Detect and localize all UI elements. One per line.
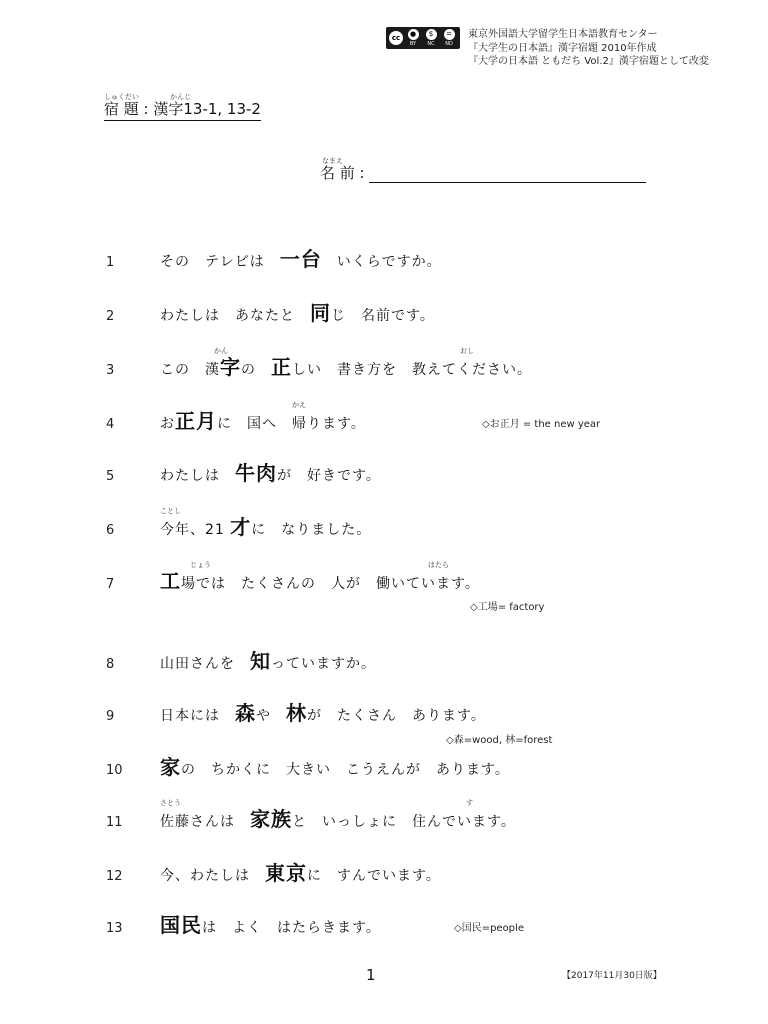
target-kanji: 知 bbox=[250, 649, 271, 673]
edition-date: 【2017年11月30日版】 bbox=[562, 971, 662, 981]
target-kanji: 正月 bbox=[175, 409, 217, 433]
header-credit bbox=[468, 28, 764, 69]
question-9 bbox=[0, 690, 768, 730]
question-8 bbox=[0, 638, 768, 678]
sentence-part: が 好きです。 bbox=[277, 468, 381, 484]
page-number: 1 bbox=[366, 966, 376, 984]
question-sentence bbox=[160, 457, 381, 486]
question-number: 6 bbox=[106, 523, 115, 538]
furigana: さとう bbox=[160, 799, 181, 807]
target-kanji: 才 bbox=[230, 515, 252, 539]
target-kanji: 一台 bbox=[279, 247, 322, 271]
question-number: 3 bbox=[106, 363, 115, 378]
question-10 bbox=[0, 744, 768, 784]
name-label: 名 前 : bbox=[320, 164, 365, 182]
noderivatives-icon: = bbox=[444, 29, 455, 40]
name-ruby: なまえ bbox=[322, 157, 343, 165]
sentence-part: わたしは bbox=[160, 468, 235, 484]
noncommercial-icon: $ bbox=[426, 29, 437, 40]
sentence-part: 日本には bbox=[160, 708, 235, 724]
question-number: 4 bbox=[106, 417, 115, 432]
vocab-note: ◇国民=people bbox=[454, 923, 524, 934]
furigana: かえ bbox=[292, 401, 306, 409]
furigana: おし bbox=[460, 347, 474, 355]
target-kanji: 東京 bbox=[265, 861, 307, 885]
question-sentence bbox=[160, 909, 381, 938]
cc-logo-icon: cc bbox=[389, 31, 403, 45]
furigana: はたら bbox=[428, 561, 449, 569]
name-field bbox=[320, 162, 646, 183]
sentence-part: その テレビは bbox=[160, 254, 280, 270]
question-number: 12 bbox=[106, 869, 123, 884]
question-4 bbox=[0, 398, 768, 438]
furigana: じょう bbox=[190, 561, 211, 569]
license-by-label: BY bbox=[409, 41, 417, 47]
target-kanji: 字 bbox=[220, 355, 241, 379]
question-sentence bbox=[160, 645, 376, 674]
sentence-part: の ちかくに 大きい こうえんが あります。 bbox=[181, 762, 510, 778]
question-number: 13 bbox=[106, 921, 123, 936]
sentence-part: に すんでいます。 bbox=[307, 868, 441, 884]
question-sentence bbox=[160, 803, 516, 832]
header-line-3: 『大学の日本語 ともだち Vol.2』漢字宿題として改変 bbox=[468, 56, 709, 67]
vocab-note: ◇森=wood, 林=forest bbox=[446, 735, 553, 746]
question-12 bbox=[0, 850, 768, 890]
target-kanji: 林 bbox=[286, 701, 307, 725]
furigana: す bbox=[466, 799, 473, 807]
question-sentence bbox=[160, 751, 510, 780]
license-nd-label: ND bbox=[445, 41, 453, 47]
question-sentence bbox=[160, 697, 486, 726]
question-13 bbox=[0, 902, 768, 942]
question-sentence bbox=[160, 565, 480, 594]
target-kanji: 家族 bbox=[250, 807, 292, 831]
question-sentence bbox=[160, 857, 441, 886]
vocab-note: ◇工場= factory bbox=[470, 602, 545, 613]
question-number: 10 bbox=[106, 763, 123, 778]
question-1 bbox=[0, 236, 768, 276]
target-kanji: 家 bbox=[160, 755, 181, 779]
target-kanji: 正 bbox=[271, 355, 292, 379]
furigana: ことし bbox=[160, 507, 181, 515]
sentence-part: 今年、21 bbox=[160, 522, 231, 538]
target-kanji: 国民 bbox=[160, 913, 202, 937]
sentence-part: に 国へ 帰ります。 bbox=[217, 416, 366, 432]
sentence-part: が たくさん あります。 bbox=[307, 708, 486, 724]
sentence-part: は よく はたらきます。 bbox=[202, 920, 381, 936]
sentence-part: 場では たくさんの 人が 働いています。 bbox=[181, 576, 480, 592]
sentence-part: の bbox=[241, 362, 271, 378]
question-number: 1 bbox=[106, 255, 115, 270]
question-sentence bbox=[160, 511, 371, 540]
cc-license-badge bbox=[386, 27, 460, 49]
question-sentence bbox=[160, 297, 435, 326]
sentence-part: じ 名前です。 bbox=[331, 308, 435, 324]
name-input-line[interactable] bbox=[369, 162, 646, 183]
header-line-1: 東京外国語大学留学生日本語教育センター bbox=[468, 29, 658, 40]
target-kanji: 森 bbox=[235, 701, 256, 725]
question-number: 9 bbox=[106, 709, 115, 724]
question-3 bbox=[0, 344, 768, 384]
question-5 bbox=[0, 450, 768, 490]
vocab-note: ◇お正月 = the new year bbox=[482, 419, 601, 430]
furigana: かん bbox=[214, 347, 228, 355]
sentence-part: や bbox=[256, 708, 286, 724]
sentence-part: わたしは あなたと bbox=[160, 308, 310, 324]
question-number: 2 bbox=[106, 309, 115, 324]
question-6 bbox=[0, 504, 768, 544]
question-sentence bbox=[160, 405, 366, 434]
sentence-part: しい 書き方を 教えてください。 bbox=[292, 362, 532, 378]
sentence-part: いくらですか。 bbox=[321, 254, 442, 270]
question-2 bbox=[0, 290, 768, 330]
sentence-part: に なりました。 bbox=[251, 522, 372, 538]
sentence-part: 山田さんを bbox=[160, 656, 250, 672]
attribution-icon: ● bbox=[408, 29, 419, 40]
sentence-part: っていますか。 bbox=[271, 656, 376, 672]
question-7 bbox=[0, 558, 768, 598]
title-ruby-kanji: かんじ bbox=[170, 93, 191, 101]
header-line-2: 『大学生の日本語』漢字宿題 2010年作成 bbox=[468, 42, 657, 54]
license-nc-label: NC bbox=[427, 41, 435, 47]
question-number: 7 bbox=[106, 577, 115, 592]
target-kanji: 牛肉 bbox=[235, 461, 277, 485]
sentence-part: 佐藤さんは bbox=[160, 814, 250, 830]
question-sentence bbox=[160, 243, 442, 272]
question-number: 5 bbox=[106, 469, 115, 484]
question-11 bbox=[0, 796, 768, 836]
title-ruby-shukudai: しゅくだい bbox=[104, 93, 139, 101]
question-sentence bbox=[160, 351, 532, 380]
question-number: 11 bbox=[106, 815, 123, 830]
target-kanji: 工 bbox=[160, 569, 181, 593]
target-kanji: 同 bbox=[310, 301, 331, 325]
sentence-part: 今、わたしは bbox=[160, 868, 265, 884]
sentence-part: お bbox=[160, 416, 175, 432]
page-title: 宿 題 : 漢字13-1, 13-2 bbox=[104, 99, 261, 121]
sentence-part: と いっしょに 住んでいます。 bbox=[292, 814, 516, 830]
sentence-part: この 漢 bbox=[160, 362, 220, 378]
question-number: 8 bbox=[106, 657, 115, 672]
